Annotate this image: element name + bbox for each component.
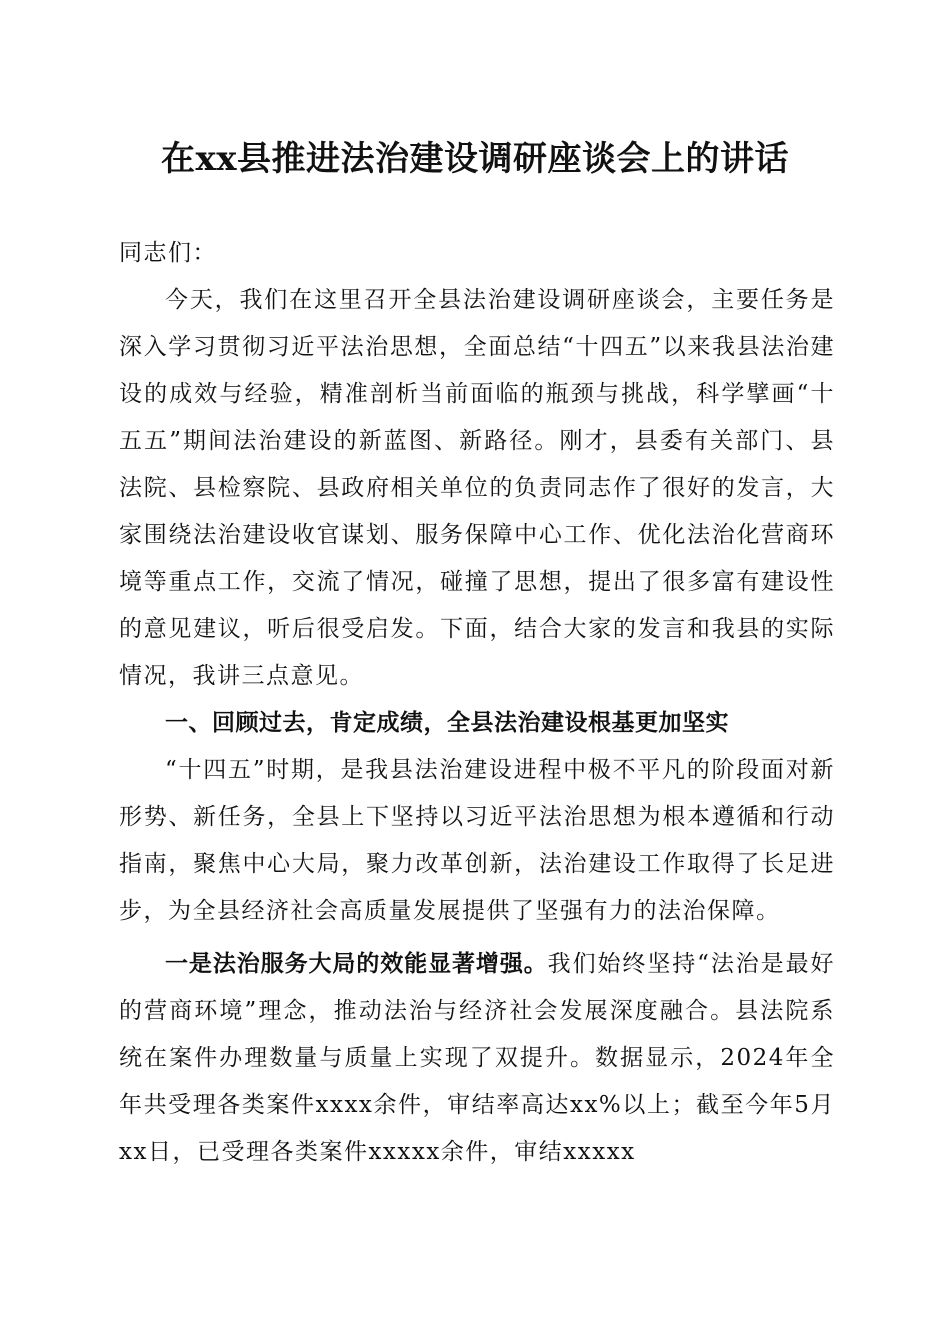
section-heading-1: 一、回顾过去，肯定成绩，全县法治建设根基更加坚实 xyxy=(165,710,729,736)
point-1-paragraph xyxy=(119,941,835,1176)
section-1-paragraph: “十四五”时期，是我县法治建设进程中极不平凡的阶段面对新形势、新任务，全县上下坚持以习近平法治思想为根本遵循和行动指南，聚焦中心大局，聚力改革创新，法治建设工作取得了长足进步，为全县经济社会高质量发展提供了坚强有力的法治保障。 xyxy=(119,757,835,924)
point-1-lead: 一是法治服务大局的效能显著增强。 xyxy=(165,951,548,977)
document-title: 在xx县推进法治建设调研座谈会上的讲话 xyxy=(160,139,790,179)
document-body xyxy=(119,230,835,1176)
salutation: 同志们： xyxy=(119,240,217,266)
point-1-text: 我们始终坚持“法治是最好的营商环境”理念，推动法治与经济社会发展深度融合。县法院系统在案件办理数量与质量上实现了双提升。数据显示，2024年全年共受理各类案件xxxx余件，审结率高达xx%以上；截至今年5月xx日，已受理各类案件xxxxx余件，审结xxxxx xyxy=(119,951,836,1165)
intro-paragraph: 今天，我们在这里召开全县法治建设调研座谈会，主要任务是深入学习贯彻习近平法治思想，全面总结“十四五”以来我县法治建设的成效与经验，精准剖析当前面临的瓶颈与挑战，科学擘画“十五五”期间法治建设的新蓝图、新路径。刚才，县委有关部门、县法院、县检察院、县政府相关单位的负责同志作了很好的发言，大家围绕法治建设收官谋划、服务保障中心工作、优化法治化营商环境等重点工作，交流了情况，碰撞了思想，提出了很多富有建设性的意见建议，听后很受启发。下面，结合大家的发言和我县的实际情况，我讲三点意见。 xyxy=(119,287,835,689)
